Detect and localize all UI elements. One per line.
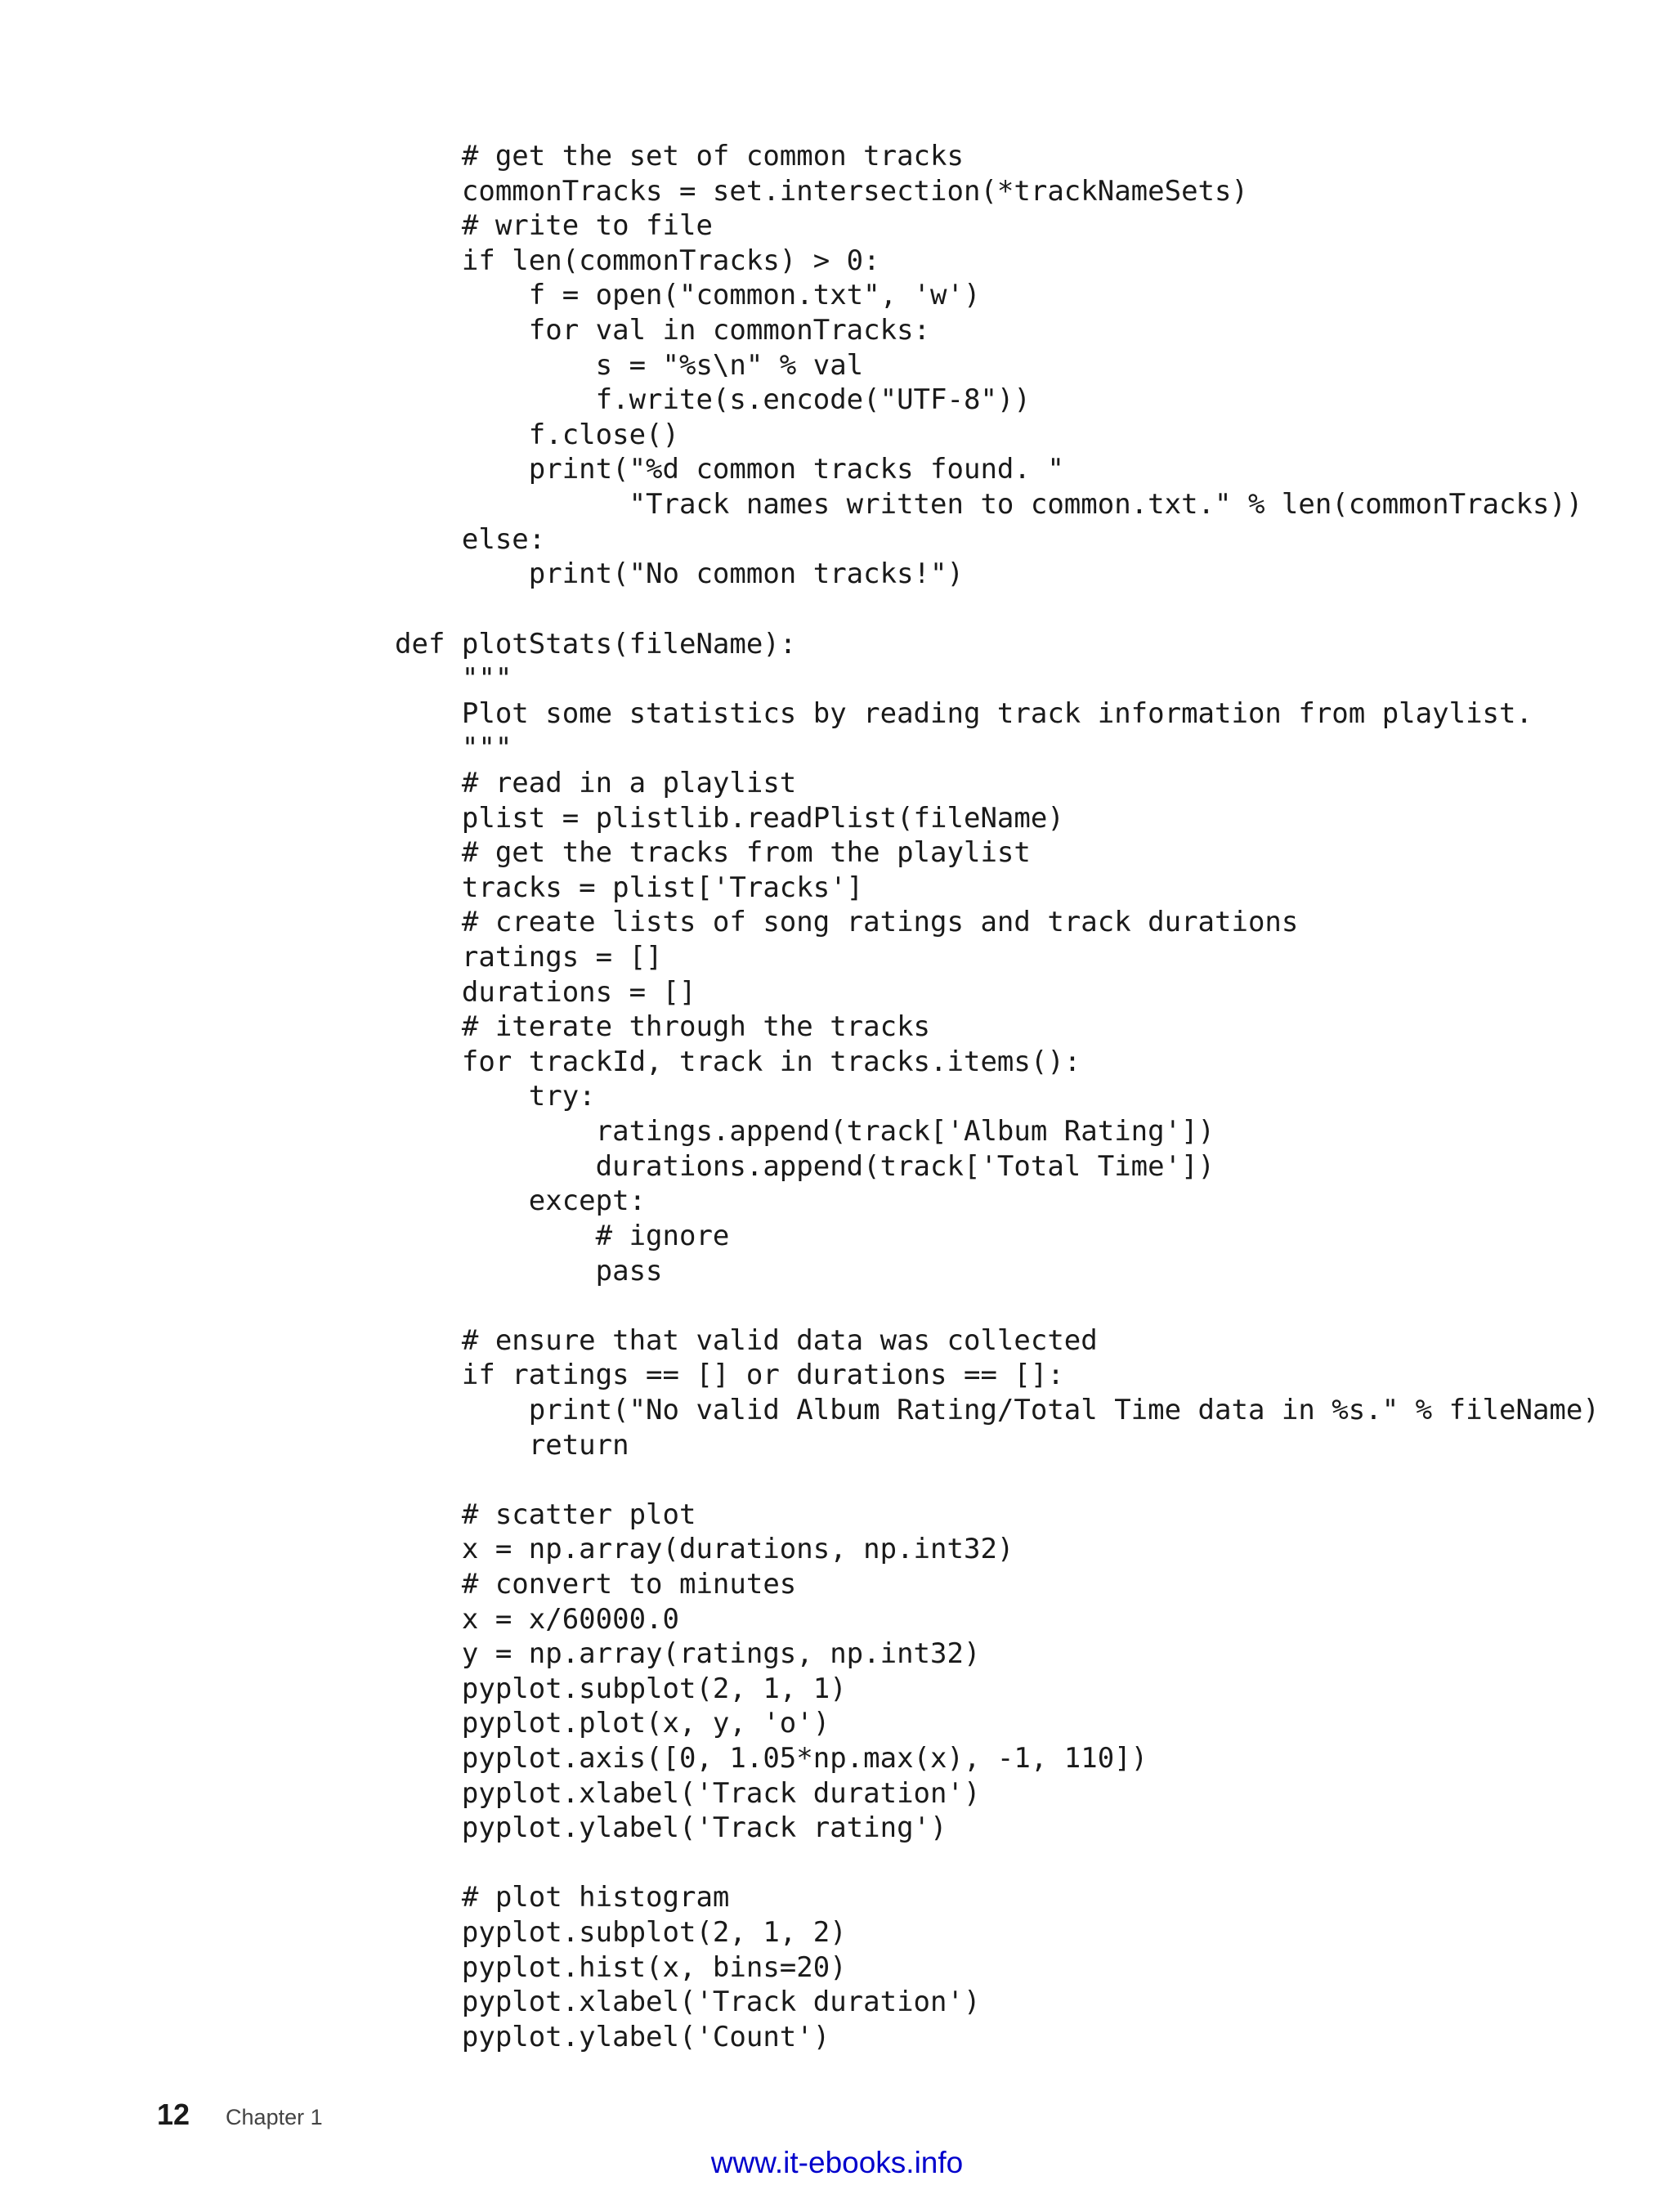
page-number: 12 [157, 2098, 190, 2131]
code-line: # scatter plot [395, 1498, 696, 1531]
code-line [395, 592, 1600, 627]
code-line: """ [395, 732, 512, 765]
code-line: plist = plistlib.readPlist(fileName) [395, 801, 1064, 835]
code-line: ratings.append(track['Album Rating']) [395, 1115, 1215, 1149]
code-line: else: [395, 522, 546, 556]
code-line: def plotStats(fileName): [395, 627, 797, 660]
code-line: # ensure that valid data was collected [395, 1323, 1098, 1357]
code-line: f = open("common.txt", 'w') [395, 279, 981, 312]
code-line: pass [395, 1254, 663, 1287]
code-listing [395, 139, 1600, 2055]
code-line: # iterate through the tracks [395, 1010, 931, 1044]
code-line [395, 1846, 1600, 1881]
code-line: # get the set of common tracks [395, 140, 964, 172]
code-line: pyplot.subplot(2, 1, 1) [395, 1672, 847, 1705]
code-line: ratings = [] [395, 941, 663, 974]
code-line: print("No common tracks!") [395, 557, 964, 591]
code-line: try: [395, 1080, 596, 1113]
code-line: x = np.array(durations, np.int32) [395, 1533, 1014, 1566]
code-line: pyplot.plot(x, y, 'o') [395, 1707, 830, 1740]
code-line: commonTracks = set.intersection(*trackNameSets) [395, 174, 1248, 208]
code-line: except: [395, 1184, 647, 1218]
code-line: # get the tracks from the playlist [395, 836, 1031, 870]
code-line: x = x/60000.0 [395, 1602, 679, 1636]
code-line: Plot some statistics by reading track information from playlist. [395, 696, 1533, 730]
code-line: # ignore [395, 1219, 730, 1252]
code-line: s = "%s\n" % val [395, 348, 864, 382]
code-line: "Track names written to common.txt." % len(commonTracks)) [395, 488, 1583, 522]
code-line: f.write(s.encode("UTF-8")) [395, 383, 1031, 417]
code-line: pyplot.hist(x, bins=20) [395, 1950, 847, 1984]
code-line: """ [395, 662, 512, 696]
code-line: return [395, 1428, 629, 1462]
code-line: for val in commonTracks: [395, 314, 931, 347]
code-line: tracks = plist['Tracks'] [395, 871, 864, 904]
code-line: # read in a playlist [395, 766, 797, 799]
code-line: for trackId, track in tracks.items(): [395, 1045, 1081, 1078]
code-line: pyplot.xlabel('Track duration') [395, 1986, 981, 2019]
chapter-label: Chapter 1 [226, 2105, 323, 2129]
code-line: y = np.array(ratings, np.int32) [395, 1637, 981, 1671]
code-line: pyplot.ylabel('Track rating') [395, 1811, 947, 1845]
page-footer [157, 2098, 323, 2137]
code-line: if ratings == [] or durations == []: [395, 1359, 1064, 1392]
code-line: # plot histogram [395, 1881, 730, 1914]
watermark-link[interactable]: www.it-ebooks.info [710, 2146, 964, 2179]
code-line [395, 1462, 1600, 1498]
code-line: pyplot.xlabel('Track duration') [395, 1776, 981, 1810]
code-line: print("%d common tracks found. " [395, 453, 1064, 486]
code-line: # create lists of song ratings and track durations [395, 906, 1299, 939]
code-line: pyplot.axis([0, 1.05*np.max(x), -1, 110]) [395, 1742, 1148, 1775]
code-line: # write to file [395, 209, 713, 243]
code-line [395, 1288, 1600, 1323]
code-line: pyplot.subplot(2, 1, 2) [395, 1916, 847, 1950]
code-line: # convert to minutes [395, 1567, 797, 1601]
code-line: pyplot.ylabel('Count') [395, 2020, 830, 2053]
code-line: f.close() [395, 418, 679, 451]
code-line: if len(commonTracks) > 0: [395, 244, 880, 277]
code-line: durations = [] [395, 975, 696, 1009]
code-line: print("No valid Album Rating/Total Time data in %s." % fileName) [395, 1393, 1600, 1426]
code-line: durations.append(track['Total Time']) [395, 1149, 1215, 1183]
